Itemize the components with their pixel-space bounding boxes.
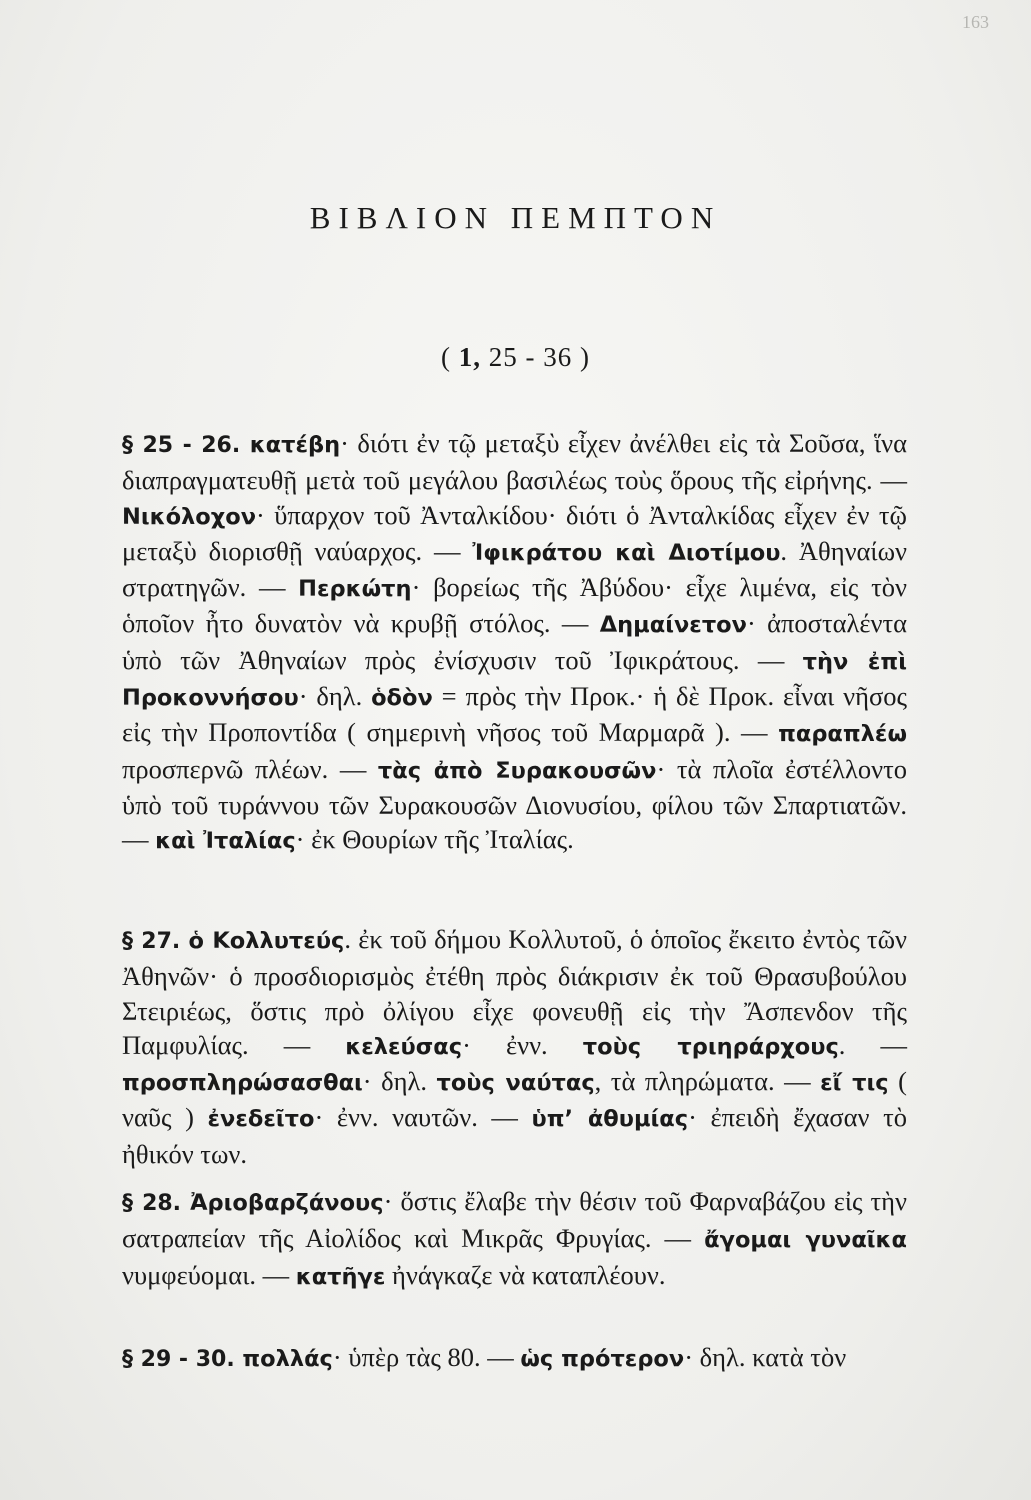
gloss-text: , τὰ πληρώματα. — [594,1066,821,1097]
section-label: § 28. [122,1191,191,1216]
lemma: κελεύσας [345,1033,463,1060]
commentary-section [122,426,907,859]
commentary-section [122,1184,907,1294]
gloss-text: · ἐκ Θουρίων τῆς Ἰταλίας. [295,824,574,855]
commentary-paragraph [122,922,907,1171]
lemma: Περκώτη [298,576,412,603]
commentary-section [122,1340,907,1377]
gloss-text: . — [838,1029,907,1060]
gloss-text: · ὑπὲρ τὰς 80. — [332,1342,521,1372]
chapter-range [0,342,1031,373]
gloss-text: ( ναῦς ) [122,1066,907,1133]
gloss-text: · ἐπειδὴ ἔχασαν τὸ ἠθικόν των. [122,1102,907,1169]
range-sections: 25 - 36 [488,342,573,372]
gloss-text: · διότι ἐν τῷ μεταξὺ εἶχεν ἀνέλθει εἰς τὰ Σοῦσα, ἵνα διαπραγματευθῇ μετὰ τοῦ μεγάλου βασιλέως τοὺς ὅρους τῆς εἰρήνης. — [122,428,907,496]
lemma: Νικόλοχον [122,503,257,530]
gloss-text: = πρὸς τὴν Προκ.· ἡ δὲ Προκ. εἶναι νῆσος εἰς τὴν Προποντίδα ( σημερινὴ νῆσος τοῦ Μαρμαρᾶ ). — [122,681,907,748]
commentary-section [122,922,907,1171]
lemma: πολλάς [242,1346,333,1372]
section-label: § 25 - 26. [122,433,250,458]
lemma: παραπλέω [778,721,907,748]
gloss-text: · δηλ. κατὰ τὸν [684,1342,847,1372]
lemma: κατῆγε [295,1263,386,1290]
lemma: ὑπ’ ἀθυμίας [531,1106,689,1133]
range-open: ( [441,342,451,372]
lemma: Δημαίνετον [599,612,747,639]
lemma: ὡς πρότερον [520,1346,685,1372]
lemma: Ἀριοβαρζάνους [190,1190,384,1216]
lemma: κατέβη [249,432,341,458]
lemma: καὶ Ἰταλίας [155,828,296,855]
gloss-text: · ἐνν. ναυτῶν. — [314,1102,532,1133]
gloss-text: προσπερνῶ πλέων. — [122,753,378,784]
section-label: § 29 - 30. [122,1347,243,1372]
lemma: ἄγομαι γυναῖκα [704,1227,907,1254]
section-label: § 27. [122,929,189,954]
range-chapter: 1, [458,342,481,372]
gloss-text: · δηλ. [362,1066,437,1097]
page-number: 163 [962,12,989,32]
commentary-paragraph [122,426,907,859]
lemma: τὰς ἀπὸ Συρακουσῶν [377,757,657,784]
gloss-text: · βορείως τῆς Ἀβύδου· εἶχε λιμένα, εἰς τὸν ὁποῖον ἦτο δυνατὸν νὰ κρυβῇ στόλος. — [122,572,907,639]
book-title: ΒΙΒΛΙΟΝ ΠΕΜΠΤΟΝ [309,200,722,235]
lemma: ἐνεδεῖτο [207,1106,315,1133]
lemma: ὁ Κολλυτεύς [188,928,345,954]
commentary-paragraph [122,1340,907,1377]
gloss-text: . ἐκ τοῦ δήμου Κολλυτοῦ, ὁ ὁποῖος ἔκειτο ἐντὸς τῶν Ἀθηνῶν· ὁ προσδιορισμὸς ἐτέθη πρὸς διάκρισιν ἐκ τοῦ Θρασυβούλου Στειριέως, ὅστις πρὸ ὀλίγου εἶχε φονευθῇ εἰς τὴν Ἄσπενδον τῆς Παμφυλίας. — [122,924,907,1060]
lemma: τοὺς ναύτας [436,1070,595,1097]
lemma: Ἰφικράτου καὶ Διοτίμου [472,539,781,566]
gloss-text: · δηλ. [298,681,372,712]
gloss-text: ἠνάγκαζε νὰ καταπλέουν. [385,1259,666,1290]
gloss-text: · ὅστις ἔλαβε τὴν θέσιν τοῦ Φαρναβάζου εἰς τὴν σατραπείαν τῆς Αἰολίδος καὶ Μικρᾶς Φρυγίας. — [122,1186,907,1254]
lemma: τὴν ἐπὶ Προκοννήσου [122,648,907,712]
lemma: τοὺς τριηράρχους [582,1033,839,1060]
lemma: ὁδὸν [371,685,433,712]
gloss-text: νυμφεύομαι. — [122,1259,296,1290]
gloss-text: · ὕπαρχον τοῦ Ἀνταλκίδου· διότι ὁ Ἀνταλκίδας εἶχεν ἐν τῷ μεταξὺ διορισθῇ ναύαρχος. — [122,499,907,566]
commentary-paragraph [122,1184,907,1294]
lemma: προσπληρώσασθαι [122,1070,363,1097]
range-close: ) [580,342,590,372]
lemma: εἴ τις [820,1070,889,1097]
gloss-text: · ἀποσταλέντα ὑπὸ τῶν Ἀθηναίων πρὸς ἐνίσχυσιν τοῦ Ἰφικράτους. — [122,608,907,675]
gloss-text: · τὰ πλοῖα ἐστέλλοντο ὑπὸ τοῦ τυράννου τῶν Συρακουσῶν Διονυσίου, φίλου τῶν Σπαρτιατῶν.— [122,753,907,855]
gloss-text: · ἐνν. [462,1029,583,1060]
gloss-text: . Ἀθηναίων στρατηγῶν. — [122,535,907,603]
